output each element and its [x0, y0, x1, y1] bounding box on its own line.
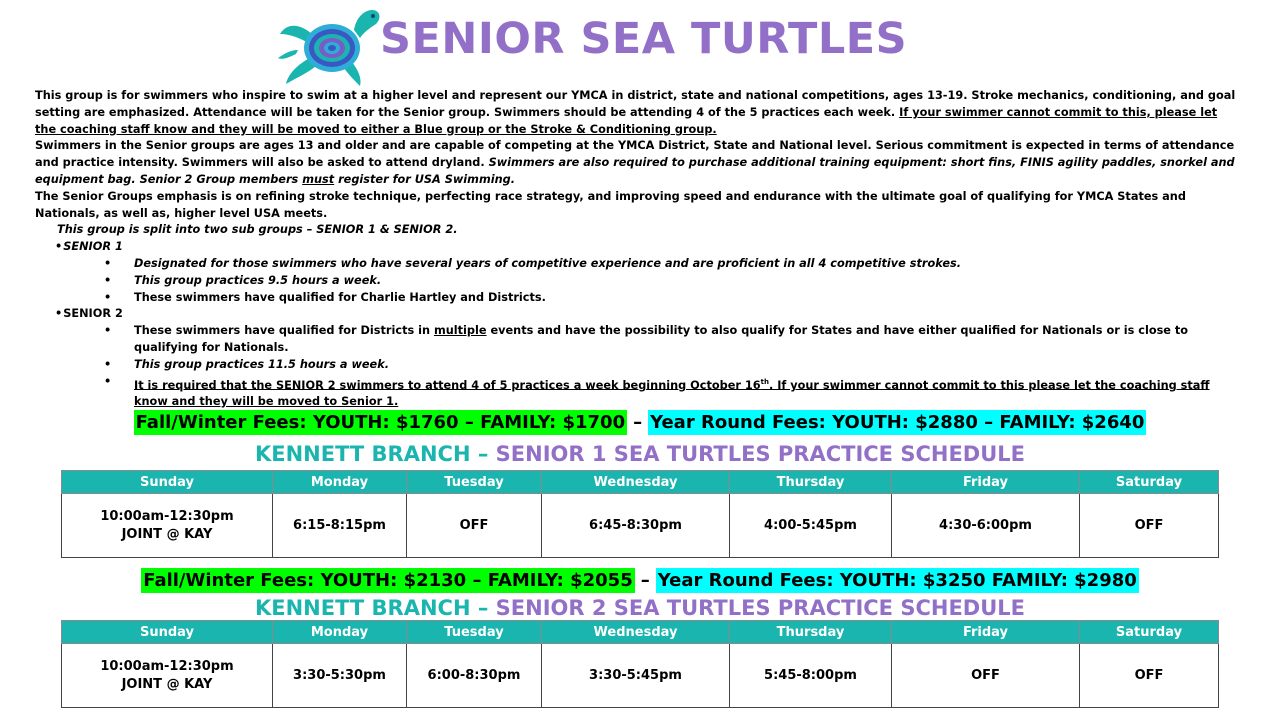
bullet: • — [104, 357, 112, 371]
fee-separator: – — [640, 570, 650, 591]
description — [35, 88, 1240, 411]
table-header-row — [62, 471, 1219, 494]
senior2-schedule-table — [61, 620, 1219, 708]
table-cell: 6:45-8:30pm — [542, 494, 730, 558]
list-item — [35, 323, 1240, 357]
table-cell: 5:45-8:00pm — [730, 644, 892, 708]
senior1-heading — [35, 239, 1240, 256]
list-item — [35, 374, 1240, 411]
location-note: JOINT @ KAY — [121, 526, 213, 542]
table-header-row — [62, 621, 1219, 644]
practice-time: 10:00am-12:30pm — [100, 508, 234, 524]
table-cell: OFF — [1080, 644, 1219, 708]
intro-paragraph-1 — [35, 88, 1240, 138]
practice-time: 10:00am-12:30pm — [100, 658, 234, 674]
column-header: Wednesday — [542, 471, 730, 494]
column-header: Saturday — [1080, 471, 1219, 494]
column-header: Thursday — [730, 471, 892, 494]
emphasis-must: must — [302, 172, 335, 186]
emphasis-multiple: multiple — [433, 324, 487, 338]
table-cell: 4:00-5:45pm — [730, 494, 892, 558]
senior1-schedule-table — [61, 470, 1219, 558]
column-header: Monday — [273, 471, 407, 494]
list-item-text: It is required that the SENIOR 2 swimmers to attend 4 of 5 practices a week beginning October 16 — [134, 378, 761, 392]
list-item-text: These swimmers have qualified for Districts in — [134, 324, 434, 338]
table-cell: 6:00-8:30pm — [407, 644, 542, 708]
list-item-text: events and have the possibility to also qualify for States and have either qualified for Nationals or is close to qualifying for Nationals. — [134, 324, 1189, 354]
intro-paragraph-2 — [35, 138, 1240, 188]
senior2-heading — [35, 306, 1240, 323]
bullet: • — [104, 290, 112, 304]
column-header: Thursday — [730, 621, 892, 644]
table-cell: OFF — [892, 644, 1080, 708]
bullet: • — [55, 307, 63, 321]
intro-text: This group is for swimmers who inspire to swim at a higher level and represent our YMCA in district, state and national competitions, ages 13-19. Stroke mechanics, conditioning, and goal setting are emphasized. Attendance will be taken for the Senior group. Swimmers should be attending 4 of the 5 practices each week. — [35, 89, 1236, 119]
table-cell: 6:15-8:15pm — [273, 494, 407, 558]
fee-separator: – — [633, 412, 643, 433]
table-row — [62, 494, 1219, 558]
senior2-fees — [0, 568, 1280, 593]
registration-note: register for USA Swimming. — [334, 172, 516, 186]
column-header: Sunday — [62, 621, 273, 644]
senior1-schedule-title — [0, 442, 1280, 466]
split-note: This group is split into two sub groups – SENIOR 1 & SENIOR 2. — [57, 223, 458, 237]
column-header: Friday — [892, 621, 1080, 644]
column-header: Wednesday — [542, 621, 730, 644]
table-cell: 4:30-6:00pm — [892, 494, 1080, 558]
location-note: JOINT @ KAY — [121, 676, 213, 692]
senior1-fees — [0, 410, 1280, 435]
table-cell — [62, 644, 273, 708]
schedule-name: SENIOR 2 SEA TURTLES PRACTICE SCHEDULE — [495, 596, 1025, 620]
fall-winter-fees: Fall/Winter Fees: YOUTH: $2130 – FAMILY: $2055 — [143, 570, 633, 591]
list-item — [35, 290, 1240, 307]
table-cell — [62, 494, 273, 558]
column-header: Tuesday — [407, 621, 542, 644]
list-item-text: These swimmers have qualified for Charlie Hartley and Districts. — [134, 290, 546, 304]
equipment-note: Swimmers are also required to purchase additional training equipment: short fins, FINIS agility paddles, snorkel and equipment bag. Senior 2 Group members — [35, 156, 1235, 186]
bullet: • — [104, 374, 112, 388]
bullet: • — [55, 240, 63, 254]
column-header: Tuesday — [407, 471, 542, 494]
group-label: SENIOR 2 — [63, 307, 123, 321]
year-round-fees: Year Round Fees: YOUTH: $2880 – FAMILY: $2640 — [650, 412, 1145, 433]
intro-text: Swimmers in the Senior groups are ages 13 and older and are capable of competing at the YMCA District, State and National level. Serious commitment is expected in terms of attendance and practice intensity. Swimmers will also be asked to attend dryland. — [35, 139, 1235, 170]
bullet: • — [104, 256, 112, 270]
table-cell: 3:30-5:45pm — [542, 644, 730, 708]
group-label: SENIOR 1 — [63, 240, 123, 254]
column-header: Saturday — [1080, 621, 1219, 644]
schedule-name: SENIOR 1 SEA TURTLES PRACTICE SCHEDULE — [495, 442, 1025, 466]
fall-winter-fees: Fall/Winter Fees: YOUTH: $1760 – FAMILY: $1700 — [135, 412, 626, 433]
branch-label: KENNETT BRANCH – — [254, 442, 496, 466]
branch-label: KENNETT BRANCH – — [254, 596, 496, 620]
page-title: SENIOR SEA TURTLES — [380, 14, 908, 64]
header — [0, 0, 1280, 88]
year-round-fees: Year Round Fees: YOUTH: $3250 FAMILY: $2980 — [657, 570, 1137, 591]
column-header: Friday — [892, 471, 1080, 494]
table-cell: 3:30-5:30pm — [273, 644, 407, 708]
senior2-schedule-title — [0, 596, 1280, 620]
sea-turtle-icon — [276, 4, 384, 88]
list-item-text: . If your swimmer cannot commit to this please let the coaching staff know and they will be moved to Senior 1. — [134, 378, 1210, 409]
intro-paragraph-3: The Senior Groups emphasis is on refining stroke technique, perfecting race strategy, and improving speed and endurance with the ultimate goal of qualifying for YMCA States and Nationals, as well as, higher level USA meets. — [35, 189, 1186, 220]
column-header: Monday — [273, 621, 407, 644]
list-item — [35, 273, 1240, 290]
list-item-text: This group practices 11.5 hours a week. — [134, 357, 390, 371]
commitment-note: If your swimmer cannot commit to this, please let the coaching staff know and they will be moved to either a Blue group or the Stroke & Conditioning group. — [35, 105, 1218, 136]
list-item — [35, 357, 1240, 374]
list-item-text: This group practices 9.5 hours a week. — [134, 273, 382, 287]
list-item — [35, 256, 1240, 273]
ordinal-suffix: th — [760, 377, 769, 386]
bullet: • — [104, 273, 112, 287]
column-header: Sunday — [62, 471, 273, 494]
bullet: • — [104, 324, 112, 338]
list-item-text: Designated for those swimmers who have several years of competitive experience and are proficient in all 4 competitive strokes. — [134, 256, 962, 270]
table-cell: OFF — [407, 494, 542, 558]
table-cell: OFF — [1080, 494, 1219, 558]
table-row — [62, 644, 1219, 708]
